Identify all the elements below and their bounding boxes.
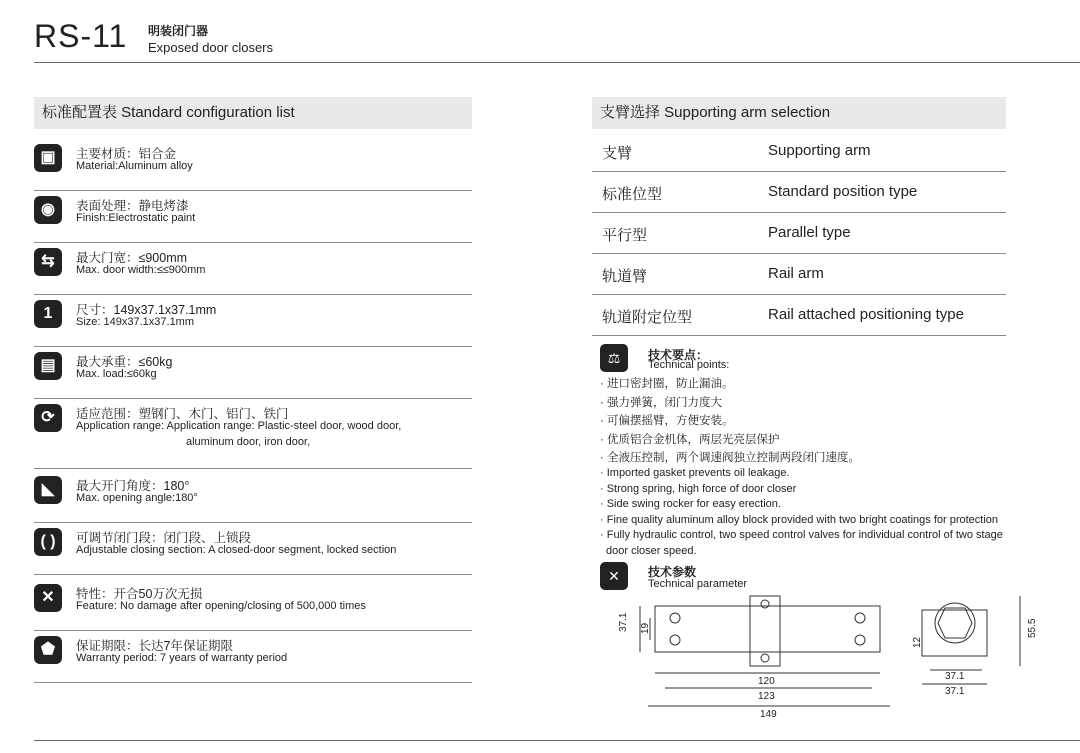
dimension-123-label: 123 [758,691,775,702]
tech-point-en: · Side swing rocker for easy erection. [600,498,781,510]
tech-point-en: · Strong spring, high force of door closer [600,482,797,495]
config-item [34,630,472,683]
config-item [34,398,472,469]
config-item-cn: 表面处理：静电烤漆 [76,199,189,213]
tech-point-en: door closer speed. [606,544,697,557]
arm-row [592,130,1006,172]
closer-body-front [655,606,880,652]
config-item-en: Size: 149x37.1x37.1mm [76,316,195,328]
range-icon: ⟳ [34,404,62,432]
tech-point-en: · Fully hydraulic control, two speed control valves for individual control of two stage [600,529,1003,541]
config-item [34,190,472,243]
tech-param-title-cn: 技术参数 [648,565,697,579]
arm-row [592,294,1006,336]
closing-section-icon: ( ) [34,528,62,556]
arm-row [592,253,1006,295]
config-item-cn: 主要材质：铝合金 [76,147,177,161]
tech-point-en: · Fine quality aluminum alloy block provided with two bright coatings for protection [600,513,999,526]
config-item [34,346,472,399]
arm-row [592,212,1006,254]
tech-point-cn: · 可偏摆摇臂，方便安装。 [600,415,734,427]
tech-points-title-cn: 技术要点： [648,348,709,362]
arm-heading: 支臂选择 Supporting arm selection [592,97,1006,129]
config-item [34,522,472,575]
arm-row-en: Rail attached positioning type [768,306,964,323]
arm-row-cn: 轨道臂 [602,268,648,285]
arm-row-en: Parallel type [768,224,851,241]
config-item-cn: 可调节闭门段：闭门段、上锁段 [76,531,252,545]
config-item-cn: 最大门宽：≤900mm [76,251,188,265]
arm-row [592,171,1006,213]
technical-points-icon: ⚖ [600,344,628,372]
config-item-cn: 保证期限：长达7年保证期限 [76,639,233,653]
product-title-en: Exposed door closers [148,40,274,55]
shield-icon: ⬟ [34,636,62,664]
material-icon: ▣ [34,144,62,172]
config-item [34,470,472,523]
arm-row-en: Standard position type [768,183,918,200]
config-item [34,294,472,347]
config-item [34,138,472,191]
dimension-height-label: 37.1 [618,612,629,632]
arm-row-cn: 标准位型 [602,186,663,203]
arm-row-cn: 轨道附定位型 [602,309,693,326]
config-item-en: Max. door width:≤≤900mm [76,264,206,276]
config-item-cn: 特性：开合50万次无损 [76,587,203,601]
load-icon: ▤ [34,352,62,380]
dimension-side-depth-label: 37.1 [945,686,965,697]
config-item [34,578,472,631]
arm-row-en: Rail arm [768,265,824,282]
config-item-en: Finish:Electrostatic paint [76,212,196,224]
config-item-en: Adjustable closing section: A closed-door segment, locked section [76,544,397,556]
tech-points-title-en: Technical points: [648,359,730,371]
arm-row-cn: 平行型 [602,227,648,244]
config-item-cn: 尺寸：149x37.1x37.1mm [76,303,217,317]
config-item-en: Feature: No damage after opening/closing of 500,000 times [76,600,366,612]
dimension-offset-label: 19 [640,622,651,634]
arm-row-cn: 支臂 [602,145,633,162]
config-item-cn: 适应范围：塑钢门、木门、铝门、铁门 [76,407,289,421]
header-divider [34,62,1080,63]
dimension-55-5-label: 55.5 [1027,618,1038,638]
angle-icon: ◣ [34,476,62,504]
size-icon: 1 [34,300,62,328]
config-item [34,242,472,295]
tools-icon: ✕ [34,584,62,612]
config-item-en: Max. opening angle:180° [76,492,198,504]
tech-point-en: · Imported gasket prevents oil leakage. [600,467,790,479]
finish-icon: ◉ [34,196,62,224]
config-item-en: Material:Aluminum alloy [76,160,193,172]
config-item-en: Warranty period: 7 years of warranty period [76,652,288,664]
dimension-side-small-label: 12 [912,636,923,648]
config-item-en: Max. load:≤60kg [76,368,157,380]
config-item-cn: 最大承重：≤60kg [76,355,173,369]
door-width-icon: ⇆ [34,248,62,276]
dimension-side-width-label: 37.1 [945,671,965,682]
closer-body-side [922,610,987,656]
product-title-cn: 明装闭门器 [148,24,209,38]
technical-drawing [600,588,1050,720]
config-heading: 标准配置表 Standard configuration list [34,97,472,129]
tech-param-title-en: Technical parameter [648,578,748,590]
tech-point-cn: · 全液压控制，两个调速阀独立控制两段闭门速度。 [600,452,861,464]
dimension-149-label: 149 [760,709,777,720]
tech-point-cn: · 优质铝合金机体，两层光亮层保护 [600,433,780,446]
technical-parameter-icon: ✕ [600,562,628,590]
config-item-cn: 最大开门角度：180° [76,479,190,493]
config-item-en: Application range: Application range: Plastic-steel door, wood door, [76,420,402,432]
footer-divider [34,740,1080,741]
dimension-120-label: 120 [758,676,775,687]
tech-point-cn: · 强力弹簧，闭门力度大 [600,396,723,409]
tech-point-cn: · 进口密封圈，防止漏油。 [600,378,734,390]
config-item-en-cont: aluminum door, iron door, [186,436,311,448]
arm-row-en: Supporting arm [768,142,871,159]
model-number: RS-11 [34,18,128,54]
